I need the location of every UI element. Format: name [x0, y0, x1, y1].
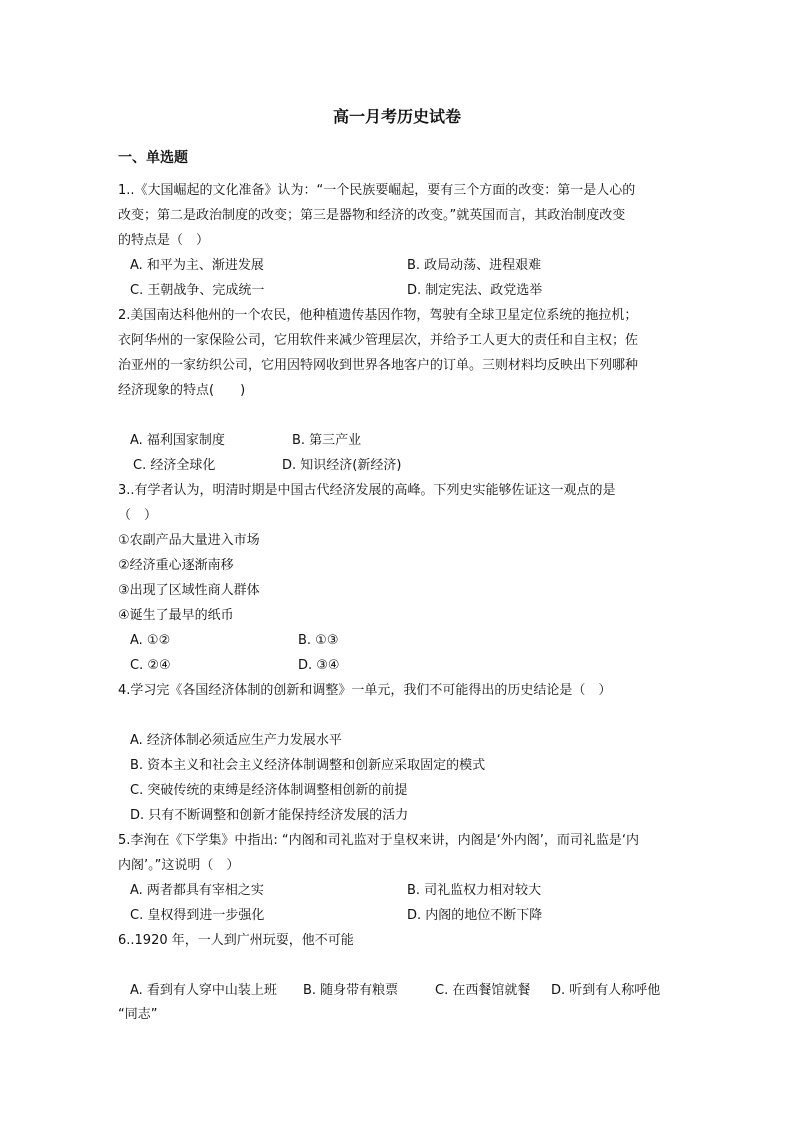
question-6-option-d-continuation: “同志”	[118, 1007, 158, 1022]
question-3-line: （ ）	[118, 508, 158, 523]
question-5-option-b: B. 司礼监权力相对较大	[407, 883, 542, 898]
question-2-option-a: A. 福利国家制度	[130, 433, 225, 448]
question-3-statement: ④诞生了最早的纸币	[118, 608, 234, 623]
question-1-option-b: B. 政局动荡、进程艰难	[407, 258, 542, 273]
question-1-option-d: D. 制定宪法、政党选举	[407, 283, 543, 298]
question-4-option-a: A. 经济体制必须适应生产力发展水平	[130, 733, 342, 748]
question-2-line: 2.美国南达科他州的一个农民，他种植遗传基因作物，驾驶有全球卫星定位系统的拖拉机；	[118, 308, 638, 323]
question-3-line: 3..有学者认为，明清时期是中国古代经济发展的高峰。下列史实能够佐证这一观点的是	[118, 483, 616, 498]
question-2-line: 经济现象的特点( )	[118, 383, 246, 398]
question-4-option-b: B. 资本主义和社会主义经济体制调整和创新应采取固定的模式	[130, 758, 486, 773]
question-1-line: 改变；第二是政治制度的改变；第三是器物和经济的改变。”就英国而言，其政治制度改变	[118, 208, 626, 223]
question-1-line: 的特点是（ ）	[118, 233, 210, 248]
question-4-option-d: D. 只有不断调整和创新才能保持经济发展的活力	[130, 808, 409, 823]
question-5-line: 5.李洵在《下学集》中指出: “内阁和司礼监对于皇权来讲，内阁是‘外内阁’，而司礼监是‘内	[118, 833, 640, 848]
question-1-line: 1..《大国崛起的文化准备》认为：“一个民族要崛起，要有三个方面的改变：第一是人心的	[118, 183, 636, 198]
question-3-option-a: A. ①②	[130, 633, 171, 648]
question-6-option-b: B. 随身带有粮票	[303, 983, 399, 998]
question-3-statement: ③出现了区域性商人群体	[118, 583, 260, 598]
question-5-option-a: A. 两者都具有宰相之实	[130, 883, 264, 898]
question-2-option-d: D. 知识经济(新经济)	[282, 458, 402, 473]
question-3-statement: ②经济重心逐渐南移	[118, 558, 234, 573]
question-6-option-c: C. 在西餐馆就餐	[435, 983, 531, 998]
question-5-option-c: C. 皇权得到进一步强化	[130, 908, 265, 923]
question-2-line: 衣阿华州的一家保险公司，它用软件来减少管理层次，并给予工人更大的责任和自主权；佐	[118, 333, 639, 348]
page-title: 高一月考历史试卷	[332, 107, 461, 126]
question-5-option-d: D. 内阁的地位不断下降	[407, 908, 543, 923]
question-6-line: 6..1920 年，一人到广州玩耍，他不可能	[118, 933, 354, 948]
section-heading: 一、单选题	[118, 150, 188, 166]
question-4-option-c: C. 突破传统的束缚是经济体制调整相创新的前提	[130, 783, 408, 798]
question-4-line: 4.学习完《各国经济体制的创新和调整》一单元，我们不可能得出的历史结论是（ ）	[118, 683, 612, 698]
question-5-line: 内阁’。”这说明（ ）	[118, 858, 240, 873]
question-6-option-a: A. 看到有人穿中山装上班	[130, 983, 277, 998]
question-2-option-c: C. 经济全球化	[133, 458, 216, 473]
question-3-option-d: D. ③④	[298, 658, 340, 673]
question-1-option-c: C. 王朝战争、完成统一	[130, 283, 265, 298]
question-2-line: 治亚州的一家纺织公司，它用因特网收到世界各地客户的订单。三则材料均反映出下列哪种	[118, 358, 639, 373]
question-3-statement: ①农副产品大量进入市场	[118, 533, 260, 548]
question-6-option-d: D. 听到有人称呼他	[551, 983, 661, 998]
question-1-option-a: A. 和平为主、渐进发展	[130, 258, 264, 273]
question-2-option-b: B. 第三产业	[292, 433, 362, 448]
question-3-option-b: B. ①③	[298, 633, 339, 648]
question-3-option-c: C. ②④	[130, 658, 171, 673]
